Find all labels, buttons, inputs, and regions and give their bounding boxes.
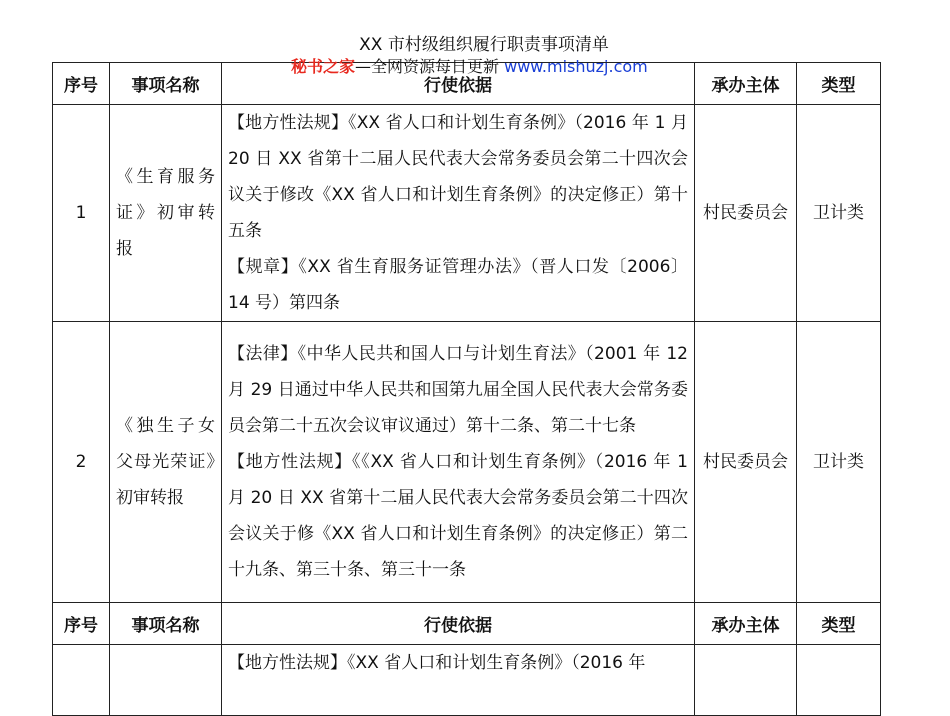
basis-clause: 【规章】《XX 省生育服务证管理办法》（晋人口发〔2006〕14 号）第四条 [228, 257, 688, 313]
watermark-url: www.mishuzj.com [504, 57, 648, 76]
item-type: 卫计类 [797, 322, 881, 603]
header-cell-type: 类型 [797, 603, 881, 645]
basis-clause: 【地方性法规】《《XX 省人口和计划生育条例》（2016 年 1 月 20 日 XX 省第十二届人民代表大会常务委员会第二十四次会议关于修《XX 省人口和计划生育条例》的决定修正）第二十九条、第三十条、第三十一条 [228, 452, 688, 580]
responsible-body: 村民委员会 [695, 322, 797, 603]
duty-table [52, 62, 881, 716]
item-type [797, 645, 881, 716]
responsible-body: 村民委员会 [695, 105, 797, 322]
watermark [291, 57, 648, 77]
table-row [53, 645, 881, 716]
responsible-body [695, 645, 797, 716]
header-cell-name: 事项名称 [110, 63, 222, 105]
row-number: 1 [53, 105, 110, 322]
table-row [53, 105, 881, 322]
item-type: 卫计类 [797, 105, 881, 322]
header-cell-num: 序号 [53, 603, 110, 645]
header-cell-body: 承办主体 [695, 63, 797, 105]
row-number: 2 [53, 322, 110, 603]
item-name [110, 645, 222, 716]
document-title: XX 市村级组织履行职责事项清单 [359, 35, 609, 55]
basis-clause: 【地方性法规】《XX 省人口和计划生育条例》（2016 年 [228, 653, 646, 673]
item-name: 《独生子女父母光荣证》初审转报 [110, 322, 222, 603]
header-cell-type: 类型 [797, 63, 881, 105]
header-cell-basis: 行使依据 [222, 63, 695, 105]
basis-clause: 【法律】《中华人民共和国人口与计划生育法》（2001 年 12 月 29 日通过中华人民共和国第九届全国人民代表大会常务委员会第二十五次会议审议通过）第十二条、第二十七条 [228, 344, 688, 436]
table-header-row-repeat [53, 603, 881, 645]
row-number [53, 645, 110, 716]
legal-basis [222, 645, 695, 716]
legal-basis [222, 105, 695, 322]
basis-clause: 【地方性法规】《XX 省人口和计划生育条例》（2016 年 1 月 20 日 XX 省第十二届人民代表大会常务委员会第二十四次会议关于修改《XX 省人口和计划生育条例》的决定修正）第十五条 [228, 113, 688, 241]
watermark-brand: 秘书之家 [291, 57, 356, 76]
legal-basis [222, 322, 695, 603]
watermark-tagline: —全网资源每日更新 [355, 57, 505, 76]
header-cell-num: 序号 [53, 63, 110, 105]
header-cell-basis: 行使依据 [222, 603, 695, 645]
item-name: 《生育服务证》初审转报 [110, 105, 222, 322]
header-cell-name: 事项名称 [110, 603, 222, 645]
table-row [53, 322, 881, 603]
header-cell-body: 承办主体 [695, 603, 797, 645]
